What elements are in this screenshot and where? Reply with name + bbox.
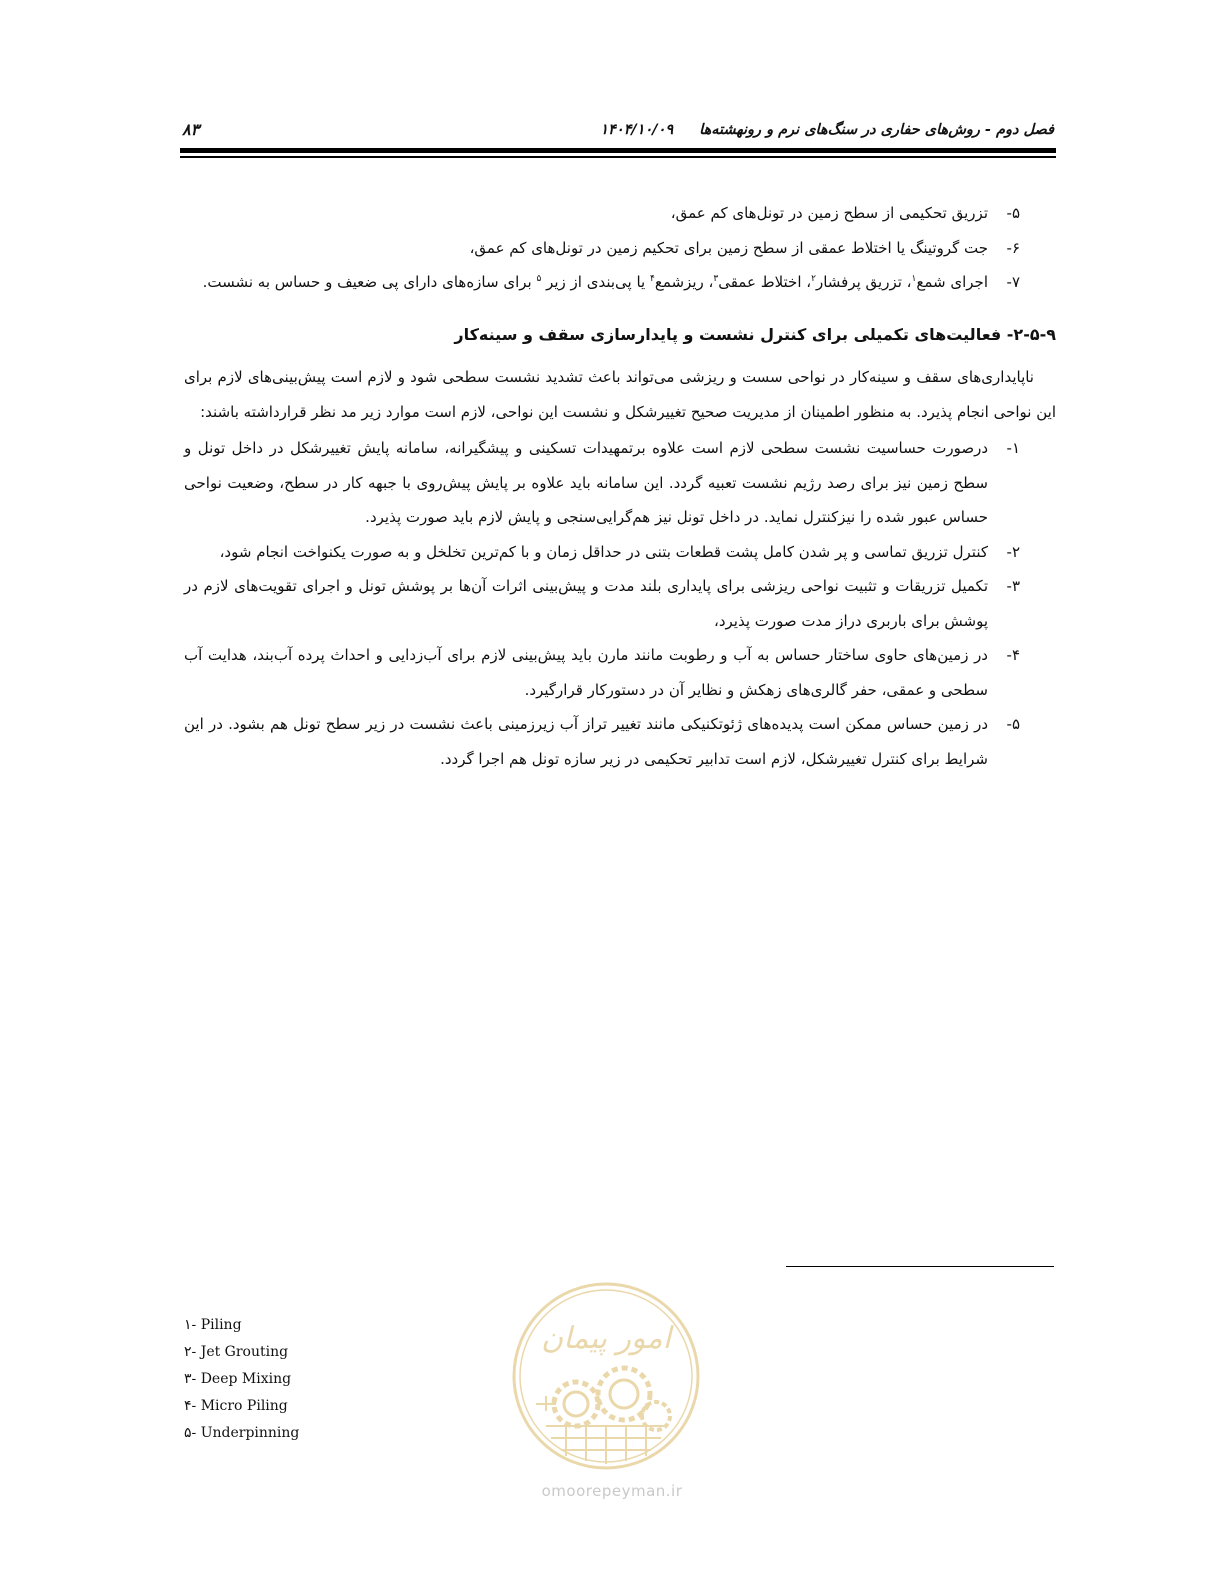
- list-text-part: اجرای شمع: [916, 273, 988, 291]
- watermark-logo-icon: [506, 1276, 706, 1476]
- list-text: تکمیل تزریقات و تثبیت نواحی ریزشی برای پایداری بلند مدت و پیش‌بینی اثرات آن‌ها بر پوشش تونل و اجرای تقویت‌های لازم در پوشش برای باربری دراز مدت صورت پذیرد،: [184, 577, 988, 630]
- body-text: [184, 196, 1056, 776]
- list-number: ۲-: [1006, 542, 1020, 561]
- page-number: ۸۳: [182, 120, 200, 139]
- watermark-logo-text: امور پیمان: [541, 1321, 671, 1356]
- list-item: [184, 535, 1056, 570]
- list-item: [184, 569, 1056, 638]
- header-rule-thick: [180, 148, 1056, 153]
- footnote-ref: ۲: [811, 274, 816, 284]
- list-text-part: برای سازه‌های دارای پی ضعیف و حساس به نشست.: [202, 273, 537, 291]
- list-text: درصورت حساسیت نشست سطحی لازم است علاوه برتمهیدات تسکینی و پیشگیرانه، سامانه پایش تغییرشکل در داخل تونل و سطح زمین نیز برای رصد رژیم نشست تعبیه گردد. این سامانه باید علاوه بر پایش پیش‌روی با جبهه کار در سطح، وضعیت نواحی حساس عبور شده را نیزکنترل نماید. در داخل تونل نیز هم‌گرایی‌سنجی و پایش لازم باید صورت پذیرد.: [184, 439, 988, 526]
- list-number: ۵-: [1006, 204, 1020, 222]
- footnote: ۲- Jet Grouting: [184, 1344, 289, 1360]
- footnote-separator: [786, 1266, 1054, 1267]
- footnote-ref: ۳: [713, 274, 719, 284]
- header-date: ۱۴۰۴/۱۰/۰۹: [600, 122, 674, 138]
- list-number: ۵-: [1006, 715, 1020, 733]
- footnote-ref: ۴: [650, 274, 655, 284]
- footnote: ۴- Micro Piling: [184, 1398, 288, 1414]
- list-number: ۳-: [1006, 577, 1020, 595]
- list-number: ۷-: [1006, 273, 1020, 291]
- list-item: [184, 638, 1056, 707]
- list-text: کنترل تزریق تماسی و پر شدن کامل پشت قطعات بتنی در حداقل زمان و با کم‌ترین تخلخل و به صورت یکنواخت انجام شود،: [219, 542, 988, 561]
- list-text: تزریق تحکیمی از سطح زمین در تونل‌های کم عمق،: [670, 204, 988, 222]
- watermark-site: omoorepeyman.ir: [541, 1482, 683, 1500]
- list-text-part: یا پی‌بندی از زیر: [541, 273, 650, 291]
- list-text-part: ، ریزشمع: [654, 273, 714, 291]
- footnote-ref: ۱: [911, 274, 917, 284]
- section-heading: ۲-۵-۹- فعالیت‌های تکمیلی برای کنترل نشست و پایدارسازی سقف و سینه‌کار: [454, 324, 1056, 344]
- list-number: ۱-: [1006, 439, 1020, 457]
- list-item: [184, 231, 1056, 266]
- list-text: در زمین حساس ممکن است پدیده‌های ژئوتکنیکی مانند تغییر تراز آب زیرزمینی باعث نشست در زیر سطح تونل هم بشود. در این شرایط برای کنترل تغییرشکل، لازم است تدابیر تحکیمی در زیر سازه تونل هم اجرا گردد.: [184, 715, 988, 768]
- list-text-part: ، اختلاط عمقی: [718, 273, 812, 291]
- list-item: [184, 431, 1056, 535]
- header-rule-thin: [180, 156, 1056, 158]
- intro-paragraph: ناپایداری‌های سقف و سینه‌کار در نواحی سست و ریزشی می‌تواند باعث تشدید نشست سطحی شود و لازم است پیش‌بینی‌های لازم برای این نواحی انجام پذیرد. به منظور اطمینان از مدیریت صحیح تغییرشکل و نشست این نواحی، لازم است موارد زیر مد نظر قرارداشته باشند:: [184, 368, 1056, 421]
- list-number: ۶-: [1006, 238, 1020, 257]
- list-number: ۴-: [1006, 646, 1020, 664]
- list-text: جت گروتینگ یا اختلاط عمقی از سطح زمین برای تحکیم زمین در تونل‌های کم عمق،: [469, 238, 988, 257]
- footnote-ref: ۵: [536, 274, 542, 284]
- list-text-part: ، تزریق پرفشار: [815, 273, 912, 291]
- list-item: [184, 265, 1056, 300]
- list-item: [184, 707, 1056, 776]
- chapter-title: فصل دوم - روش‌های حفاری در سنگ‌های نرم و رونهشته‌ها: [699, 122, 1054, 138]
- footnotes: [184, 1312, 299, 1447]
- list-item: [184, 196, 1056, 231]
- chapter-header: [434, 122, 1054, 138]
- list-text: در زمین‌های حاوی ساختار حساس به آب و رطوبت مانند مارن باید پیش‌بینی لازم برای آب‌زدایی و احداث پرده آب‌بند، هدایت آب سطحی و عمقی، حفر گالری‌های زهکش و نظایر آن در دستورکار قرارگیرد.: [184, 646, 988, 699]
- footnote: ۵- Underpinning: [184, 1425, 300, 1441]
- footnote: ۳- Deep Mixing: [184, 1371, 292, 1387]
- footnote: ۱- Piling: [184, 1317, 242, 1333]
